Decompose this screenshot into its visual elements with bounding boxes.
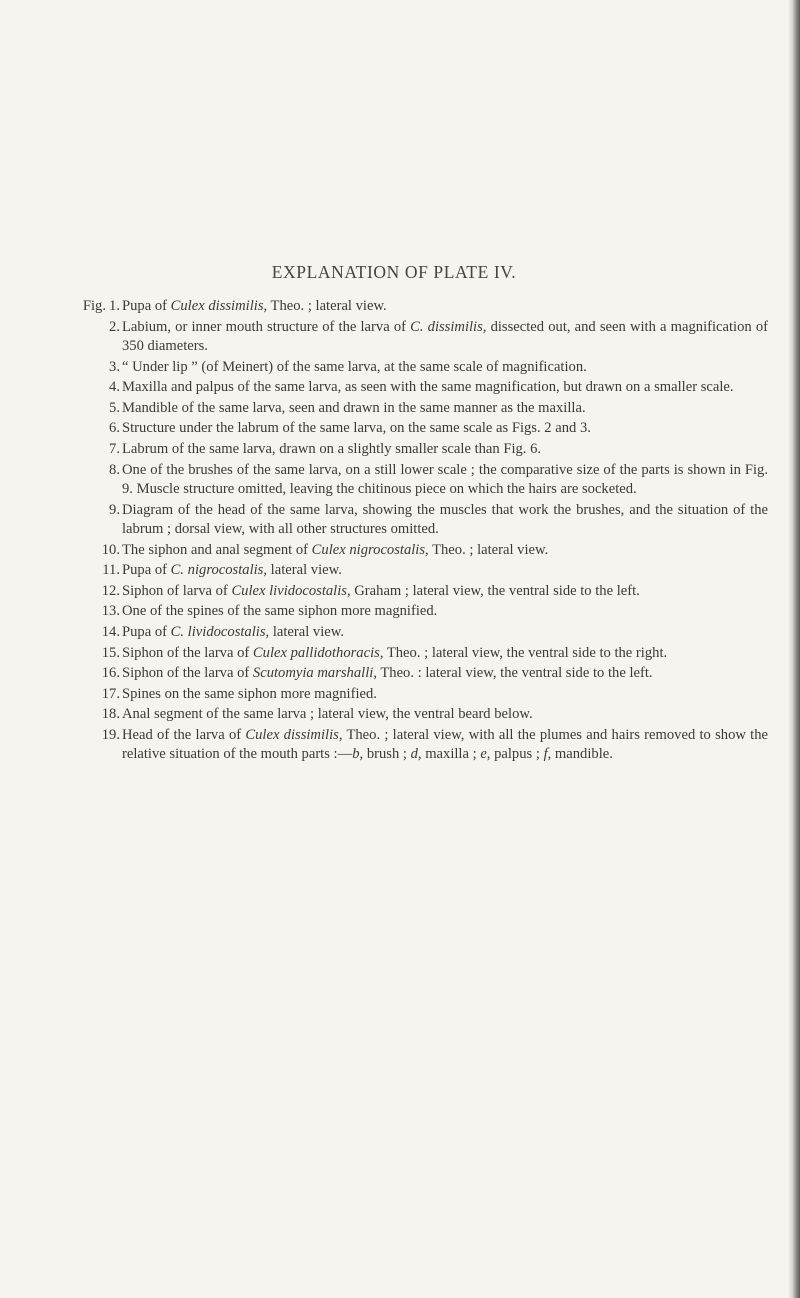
- figure-description: Spines on the same siphon more magnified.: [122, 685, 377, 702]
- figure-explanation-list: [0, 297, 788, 766]
- figure-number: 11.: [102, 562, 120, 579]
- figure-description: One of the spines of the same siphon more magnified.: [122, 603, 438, 620]
- figure-description: Structure under the labrum of the same larva, on the same scale as Figs. 2 and 3.: [122, 420, 591, 437]
- figure-description: “ Under lip ” (of Meinert) of the same larva, at the same scale of magnification.: [122, 358, 587, 375]
- figure-description: The siphon and anal segment of Culex nigrocostalis, Theo. ; lateral view.: [122, 541, 549, 558]
- figure-description: Mandible of the same larva, seen and drawn in the same manner as the maxilla.: [122, 399, 586, 416]
- figure-number: 3.: [109, 358, 120, 375]
- figure-description: Labium, or inner mouth structure of the larva of C. dissimilis, dissected out, and seen with a magnification of 350 diameters.: [122, 318, 768, 354]
- figure-entry: [0, 582, 788, 601]
- figure-entry: [0, 644, 788, 663]
- figure-entry: [0, 378, 788, 397]
- figure-description: Head of the larva of Culex dissimilis, Theo. ; lateral view, with all the plumes and hairs removed to show the relative situation of the mouth parts :—b, brush ; d, maxilla ; e, palpus ; f, mandible.: [122, 726, 768, 763]
- figure-description: Pupa of C. nigrocostalis, lateral view.: [122, 562, 342, 579]
- figure-entry: [0, 318, 788, 357]
- figure-number: 18.: [101, 706, 120, 723]
- figure-number: 19.: [101, 726, 120, 743]
- figure-number: 8.: [109, 461, 120, 478]
- figure-number: 4.: [109, 379, 120, 396]
- fig-prefix: Fig.: [82, 298, 106, 314]
- figure-number: 2.: [109, 318, 120, 335]
- figure-entry: [0, 541, 788, 560]
- figure-number: 16.: [101, 665, 120, 682]
- figure-entry: [0, 561, 788, 580]
- figure-number: 13.: [101, 603, 120, 620]
- figure-description: One of the brushes of the same larva, on a still lower scale ; the comparative size of the parts is shown in Fig. 9. Muscle structure omitted, leaving the chitinous piece on which the hairs are socketed.: [122, 461, 768, 497]
- figure-entry: [0, 358, 788, 377]
- figure-description: Pupa of Culex dissimilis, Theo. ; lateral view.: [122, 298, 387, 314]
- figure-number: 15.: [101, 644, 120, 661]
- figure-entry: [0, 399, 788, 418]
- figure-entry: [0, 461, 788, 500]
- figure-description: Pupa of C. lividocostalis, lateral view.: [122, 623, 344, 640]
- figure-description: Siphon of larva of Culex lividocostalis, Graham ; lateral view, the ventral side to the left.: [122, 582, 640, 599]
- figure-number: 17.: [101, 685, 120, 702]
- figure-entry: [0, 297, 788, 316]
- figure-description: Labrum of the same larva, drawn on a slightly smaller scale than Fig. 6.: [122, 440, 542, 457]
- figure-entry: [0, 685, 788, 704]
- figure-number: 6.: [109, 420, 120, 437]
- figure-entry: [0, 623, 788, 642]
- figure-number: 7.: [109, 440, 120, 457]
- plate-title: EXPLANATION OF PLATE IV.: [271, 262, 517, 282]
- figure-entry: [0, 726, 788, 765]
- figure-description: Diagram of the head of the same larva, showing the muscles that work the brushes, and the situation of the labrum ; dorsal view, with all other structures omitted.: [122, 501, 768, 537]
- figure-number: 10.: [101, 541, 120, 558]
- figure-number: 12.: [101, 582, 120, 599]
- figure-entry: [0, 705, 788, 724]
- figure-description: Anal segment of the same larva ; lateral view, the ventral beard below.: [122, 706, 533, 723]
- figure-description: Maxilla and palpus of the same larva, as seen with the same magnification, but drawn on a smaller scale.: [122, 379, 734, 396]
- figure-number: 9.: [109, 501, 120, 518]
- figure-entry: [0, 664, 788, 683]
- figure-description: Siphon of the larva of Culex pallidothoracis, Theo. ; lateral view, the ventral side to the right.: [122, 644, 668, 661]
- figure-number: 14.: [101, 623, 120, 640]
- figure-number: 5.: [109, 399, 120, 416]
- figure-number: Fig. 1.: [74, 297, 120, 316]
- figure-description: Siphon of the larva of Scutomyia marshalli, Theo. : lateral view, the ventral side to the left.: [122, 665, 653, 682]
- figure-entry: [0, 501, 788, 540]
- figure-entry: [0, 602, 788, 621]
- figure-entry: [0, 419, 788, 438]
- page-binding-edge: [788, 0, 800, 1298]
- figure-entry: [0, 440, 788, 459]
